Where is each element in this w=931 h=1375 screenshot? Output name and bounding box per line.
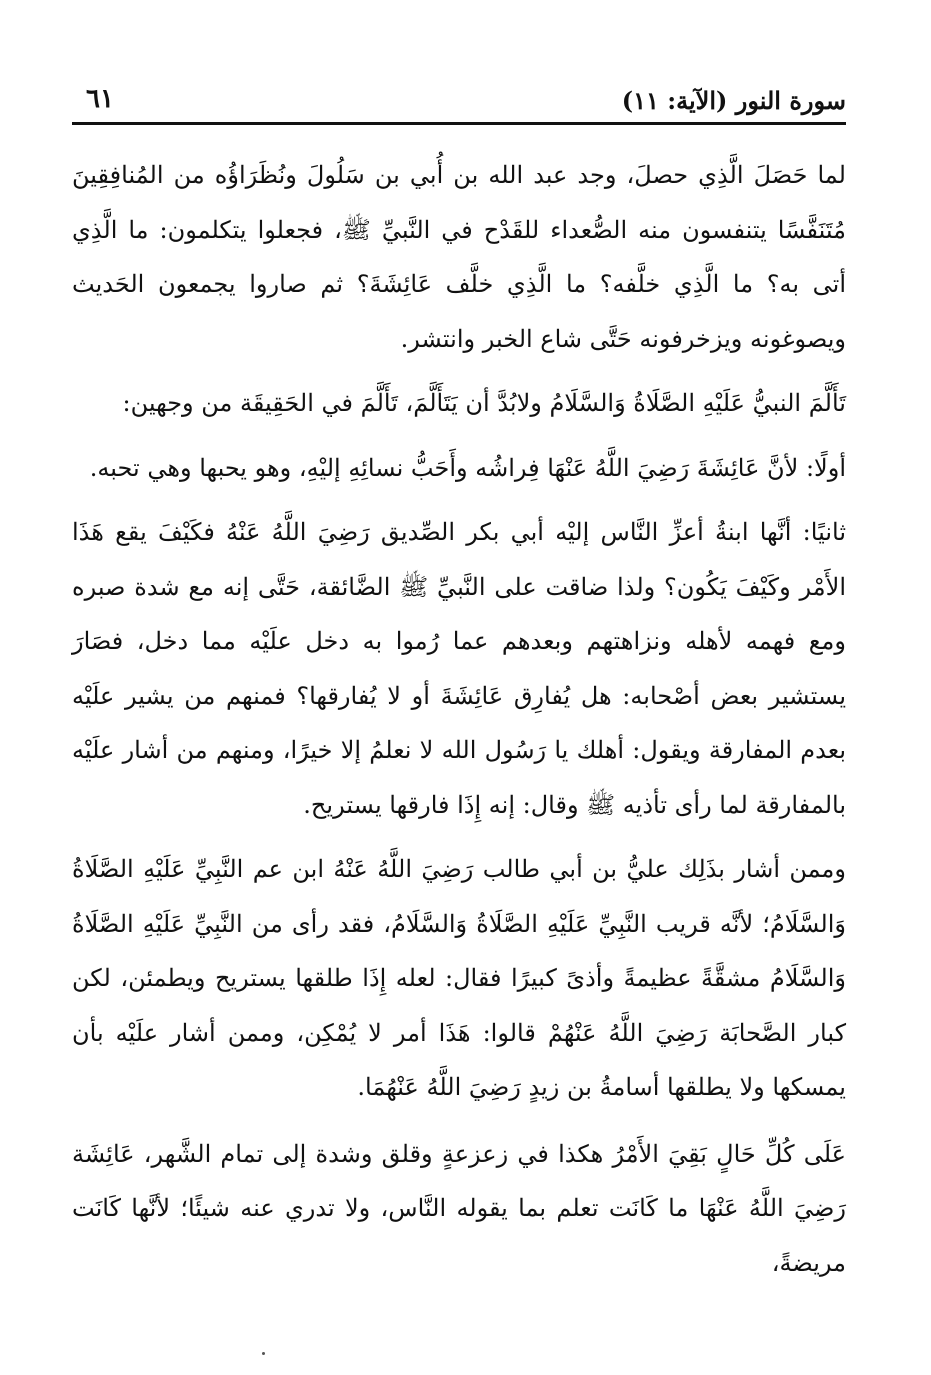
running-title: سورة النور (الآية: ١١) xyxy=(621,86,846,115)
scan-speck xyxy=(262,1352,265,1355)
page-body xyxy=(72,148,846,1300)
paragraph-2: تَأَلَّمَ النبيُّ عَلَيْهِ الصَّلَاةُ وَالسَّلَامُ ولابُدَّ أن يَتَأَلَّمَ، تَأَلَّمَ في الحَقِيقَة من وجهين: xyxy=(122,389,846,417)
paragraph-4: ثانيًا: أنَّها ابنةُ أعزِّ النَّاس إليْه أبي بكر الصِّديق رَضِيَ اللَّهُ عَنْهُ فكَيْفَ يقع هَذَا الأَمْر وكَيْفَ يَكُون؟ ولذا ضاقت على النَّبيِّ ﷺ الضَّائقة، حَتَّى إنه مع شدة صبره ومع فهمه لأهله ونزاهتهم وبعدهم عما رُموا به دخل علَيْه مما دخل، فصَارَ يستشير بعض أصْحابه: هل يُفارِق عَائِشَةَ أو لا يُفارقها؟ فمنهم من يشير علَيْه بعدم المفارقة ويقول: أهلك يا رَسُول الله لا نعلمُ إلا خيرًا، ومنهم من أشار علَيْه بالمفارقة لما رأى تأذيه ﷺ وقال: إنه إِذَا فارقها يستريح. xyxy=(72,518,846,819)
paragraph-1: لما حَصَلَ الَّذِي حصلَ، وجد عبد الله بن أُبي بن سَلُولَ ونُظَرَاؤُه من المُنافِقِينَ مُتَنَفَّسًا يتنفسون منه الصُّعداء للقَدْح في النَّبيِّ ﷺ، فجعلوا يتكلمون: ما الَّذِي أتى به؟ ما الَّذِي خلَّفه؟ ما الَّذِي خلَّف عَائِشَةَ؟ ثم صاروا يجمعون الحَديث ويصوغونه ويزخرفونه حَتَّى شاع الخبر وانتشر. xyxy=(72,161,847,353)
header-divider xyxy=(72,122,846,125)
page-header xyxy=(72,80,846,120)
paragraph-3: أولًا: لأنَّ عَائِشَةَ رَضِيَ اللَّهُ عَنْهَا فِراشُه وأَحَبُّ نسائِهِ إليْهِ، وهو يحبها وهي تحبه. xyxy=(89,453,846,482)
paragraph-6: عَلَى كُلِّ حَالٍ بَقِيَ الأَمْرُ هكذا في زعزعةٍ وقلق وشدة إلى تمام الشَّهر، عَائِشَة رَضِيَ اللَّهُ عَنْهَا ما كَانَت تعلم بما يقوله النَّاس، ولا تدري عنه شيئًا؛ لأنَّها كَانَت مريضةً، xyxy=(72,1139,846,1277)
paragraph-5: وممن أشار بذَلِك عليُّ بن أبي طالب رَضِيَ اللَّهُ عَنْهُ ابن عم النَّبِيِّ عَلَيْهِ الصَّلَاةُ وَالسَّلَامُ؛ لأنَّه قريب النَّبِيِّ عَلَيْهِ الصَّلَاةُ وَالسَّلَامُ، فقد رأى من النَّبِيِّ عَلَيْهِ الصَّلَاةُ وَالسَّلَامُ مشقَّةً عظيمةً وأذىً كبيرًا فقال: لعله إِذَا طلقها يستريح ويطمئن، لكن كبار الصَّحابَة رَضِيَ اللَّهُ عَنْهُمْ قالوا: هَذَا أمر لا يُمْكِن، وممن أشار علَيْه بأن يمسكها ولا يطلقها أسامةُ بن زيدٍ رَضِيَ اللَّهُ عَنْهُمَا. xyxy=(72,855,846,1101)
page-number: ٦١ xyxy=(86,84,114,114)
